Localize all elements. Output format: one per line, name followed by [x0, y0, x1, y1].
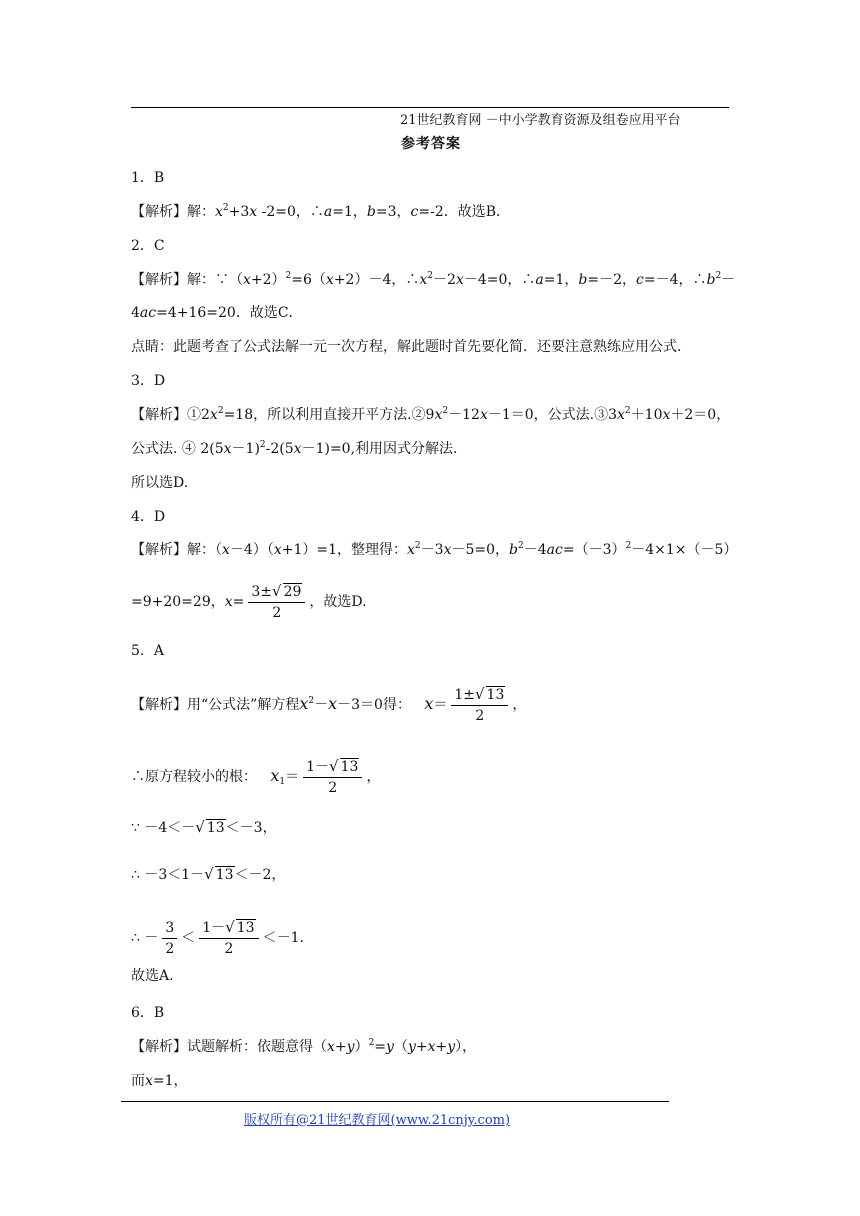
page-title: 参考答案 [401, 136, 461, 152]
q4-fraction: $\frac{3\pm√ 29}{2}$ [248, 582, 305, 622]
q5-explanation-line5: ∴ － $\frac{3}{2}$ ＜ $\frac{1-√ 13}{2}$ ＜－1. [131, 918, 304, 957]
header-site-name: 21世纪教育网 －中小学教育资源及组卷应用平台 [400, 113, 681, 128]
q6-explanation-line2: 而x=1， [131, 1073, 188, 1089]
q4-answer: 4．D [131, 509, 166, 525]
q3-conclusion: 所以选D. [131, 475, 189, 491]
footer-rule [121, 1101, 669, 1102]
q5-explanation-line2: ∴原方程较小的根： $x_1=$ $\frac{1-√ 13}{2}$ ， [131, 757, 381, 796]
q2-note: 点睛：此题考查了公式法解一元一次方程，解此题时首先要化简．还要注意熟练应用公式． [131, 339, 691, 355]
q3-explanation-line1: 【解析】$①2x^2=18$，所以利用直接开平方法$.②9x^2-12x-1=0$，公式法$.③3x^2+10x+2=0$， [131, 406, 731, 423]
q5-answer: 5．A [131, 643, 165, 659]
q6-explanation-line1: 【解析】试题解析：依题意得$(x+y)^2=y(y+x+y)$， [131, 1038, 477, 1055]
q5-three-halves-fraction: $\frac{3}{2}$ [162, 919, 177, 958]
footer-copyright-link[interactable]: 版权所有@21世纪教育网(www.21cnjy.com) [244, 1113, 511, 1128]
q2-explanation-line2: 4ac=4+16=20．故选C． [131, 305, 303, 321]
q5-bound-fraction: $\frac{1-√ 13}{2}$ [199, 918, 258, 958]
q6-answer: 6．B [131, 1005, 165, 1021]
q5-conclusion: 故选A. [131, 968, 174, 984]
q5-explanation-line4: ∴ －3＜1－√ 13＜－2， [131, 865, 286, 883]
q5-explanation-line3: ∵ －4＜－√ 13＜－3， [131, 818, 277, 836]
q5-root-fraction: $\frac{1\pm√ 13}{2}$ [451, 685, 508, 725]
q4-explanation-line2: =9+20=29，x= $\frac{3\pm√ 29}{2}$ ，故选D. [131, 582, 367, 621]
q5-smaller-root-fraction: $\frac{1-√ 13}{2}$ [303, 757, 362, 797]
q5-explanation-line1: 【解析】用“公式法”解方程$x^2-x-3=0$得： x＝ $\frac{1\pm√ 13}{2}$ ， [131, 685, 527, 724]
header-rule [131, 107, 729, 108]
q1-explanation: 【解析】解：$x^2+3x$ -2=0，∴a=1，b=3，c=-2．故选B． [131, 203, 511, 220]
q4-explanation-line1: 【解析】解：（x－4）（x+1）=1，整理得：$x^2-3x-5=0$，$b^2-4ac=(-3)^2-4\times 1\times(-5)$ [131, 541, 738, 558]
q3-answer: 3．D [131, 373, 166, 389]
q1-answer: 1．B [131, 170, 165, 186]
q2-answer: 2．C [131, 238, 165, 254]
q3-explanation-line2: 公式法. ④ $2(5x-1)^2-2(5x-1)=0$,利用因式分解法. [131, 440, 458, 457]
q2-explanation-line1: 【解析】解：$\because(x+2)^2=6(x+2)-4$，$\therefore x^2-2x-4=0$，∴a=1，b=－2，c=－4，$\therefore b^2-$ [131, 271, 736, 288]
